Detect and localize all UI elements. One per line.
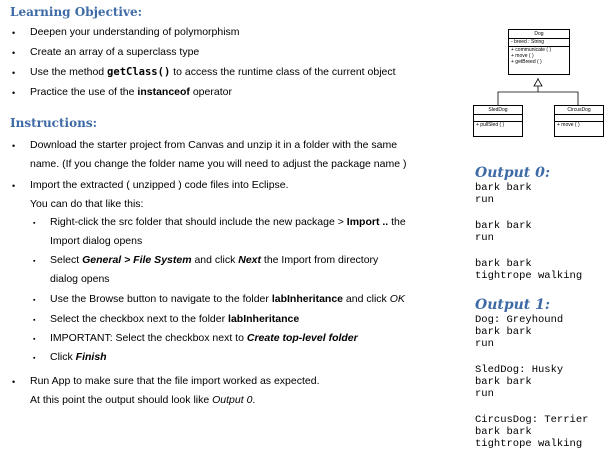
square-bullet: ▪	[33, 317, 36, 324]
output-line: run	[475, 388, 494, 400]
output-line: tightrope walking	[475, 438, 583, 450]
output-line: tightrope walking	[475, 270, 583, 282]
code-getclass: getClass()	[107, 66, 171, 78]
output-line: bark bark	[475, 182, 532, 194]
learning-objective-heading: Learning Objective:	[10, 5, 143, 19]
square-bullet: ▪	[33, 336, 36, 343]
output-line: run	[475, 338, 494, 350]
bullet: •	[12, 377, 16, 387]
square-bullet: ▪	[33, 258, 36, 265]
substep-text: Select General > File System and click Next the Import from directory	[50, 254, 379, 266]
square-bullet: ▪	[33, 297, 36, 304]
bullet: •	[12, 68, 16, 78]
output-line: run	[475, 194, 494, 206]
uml-class-name: SledDog	[474, 106, 522, 115]
objective-item: Practice the use of the instanceof operator	[30, 86, 232, 98]
instructions-heading: Instructions:	[10, 116, 98, 130]
instruction-text: Download the starter project from Canvas and unzip it in a folder with the same	[30, 139, 398, 151]
objective-item: Create an array of a superclass type	[30, 46, 200, 58]
uml-method: + pullSled ( )	[476, 122, 505, 128]
bullet: •	[12, 48, 16, 58]
instruction-text: Import the extracted ( unzipped ) code files into Eclipse.	[30, 179, 289, 191]
square-bullet: ▪	[33, 220, 36, 227]
bullet: •	[12, 28, 16, 38]
uml-class-sleddog	[473, 105, 523, 137]
bullet: •	[12, 141, 16, 151]
substep-text: Click Finish	[50, 351, 107, 363]
output-line: CircusDog: Terrier	[475, 414, 589, 426]
substep-text: Right-click the src folder that should include the new package > Import .. the	[50, 216, 406, 228]
substep-text: IMPORTANT: Select the checkbox next to Create top-level folder	[50, 332, 358, 344]
output-line: run	[475, 232, 494, 244]
instruction-text: At this point the output should look like Output 0.	[30, 394, 256, 406]
output-line: SledDog: Husky	[475, 364, 564, 376]
instruction-text: name. (If you change the folder name you will need to adjust the package name )	[30, 158, 407, 170]
output-line: bark bark	[475, 220, 532, 232]
bullet: •	[12, 88, 16, 98]
output-line: bark bark	[475, 326, 532, 338]
substep-text: Use the Browse button to navigate to the folder labInheritance and click OK	[50, 293, 405, 305]
instruction-text: Run App to make sure that the file import worked as expected.	[30, 375, 320, 387]
objective-item: Deepen your understanding of polymorphism	[30, 26, 240, 38]
uml-class-dog	[508, 29, 570, 75]
output-0-heading: Output 0:	[475, 165, 551, 181]
substep-text: dialog opens	[50, 273, 110, 285]
substep-text: Import dialog opens	[50, 235, 143, 247]
output-1-heading: Output 1:	[475, 297, 551, 313]
output-line: bark bark	[475, 426, 532, 438]
instanceof-keyword: instanceof	[137, 86, 190, 98]
uml-methods	[509, 47, 569, 65]
output-line: bark bark	[475, 376, 532, 388]
uml-class-name: Dog	[509, 30, 569, 39]
instruction-text: You can do that like this:	[30, 198, 144, 210]
uml-method: + communicate ( )	[511, 47, 552, 53]
substep-text: Select the checkbox next to the folder labInheritance	[50, 313, 300, 325]
objective-item: Use the method getClass() to access the runtime class of the current object	[30, 66, 396, 78]
uml-class-circusdog	[554, 105, 604, 137]
uml-method: + move ( )	[557, 122, 580, 128]
output-line: bark bark	[475, 258, 532, 270]
bullet: •	[12, 181, 16, 191]
square-bullet: ▪	[33, 355, 36, 362]
uml-method: + move ( )	[511, 53, 534, 59]
uml-method: + getBreed ( )	[511, 59, 542, 65]
output-line: Dog: Greyhound	[475, 314, 564, 326]
uml-class-name: CircusDog	[555, 106, 603, 115]
uml-field: - breed : String	[509, 39, 569, 47]
